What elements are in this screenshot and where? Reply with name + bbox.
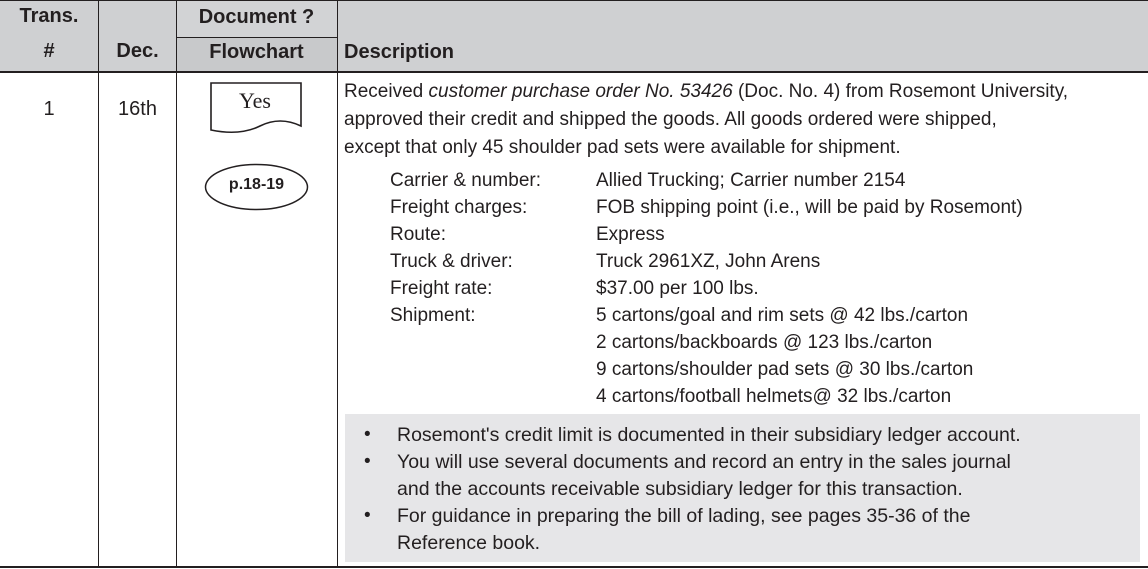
detail-value-shipment-4: 4 cartons/football helmets@ 32 lbs./carton [596,386,952,407]
col-divider-3 [337,0,338,568]
header-flowchart: Flowchart [209,41,304,63]
transaction-date: 16th [118,98,157,120]
description-line-2: approved their credit and shipped the goods. All goods ordered were shipped, [344,109,997,130]
note-3-line-2: Reference book. [397,532,541,554]
header-trans: Trans. [19,5,79,27]
detail-value-truck: Truck 2961XZ, John Arens [596,251,821,272]
header-dec: Dec. [116,40,159,62]
header-split-border [176,37,337,38]
note-1-line-1: Rosemont's credit limit is documented in their subsidiary ledger account. [397,424,1021,446]
bottom-border [0,566,1148,568]
detail-label-truck: Truck & driver: [390,251,513,272]
header-document: Document ? [198,6,315,28]
description-line-1: Received customer purchase order No. 53426 (Doc. No. 4) from Rosemont University, [344,81,1069,102]
note-2-line-1: You will use several documents and record an entry in the sales journal [397,451,1011,473]
detail-value-carrier: Allied Trucking; Carrier number 2154 [596,170,906,191]
transaction-number: 1 [43,98,55,120]
note-2-line-2: and the accounts receivable subsidiary ledger for this transaction. [397,478,963,500]
detail-value-shipment-3: 9 cartons/shoulder pad sets @ 30 lbs./carton [596,359,974,380]
detail-value-freight-charges: FOB shipping point (i.e., will be paid by Rosemont) [596,197,1023,218]
detail-label-route: Route: [390,224,446,245]
detail-label-shipment: Shipment: [390,305,476,326]
note-bullet-1: • [364,424,371,445]
header-trans-number: # [43,40,55,62]
note-bullet-3: • [364,505,371,526]
detail-value-shipment-2: 2 cartons/backboards @ 123 lbs./carton [596,332,933,353]
description-line-3: except that only 45 shoulder pad sets were available for shipment. [344,137,901,158]
header-description: Description [344,41,455,63]
document-answer: Yes [238,88,271,113]
col-divider-2 [176,0,177,568]
top-border [0,0,1148,1]
page-reference: p.18-19 [228,176,285,193]
detail-label-freight-charges: Freight charges: [390,197,528,218]
detail-value-shipment-1: 5 cartons/goal and rim sets @ 42 lbs./carton [596,305,969,326]
detail-label-freight-rate: Freight rate: [390,278,493,299]
detail-value-freight-rate: $37.00 per 100 lbs. [596,278,759,299]
detail-label-carrier: Carrier & number: [390,170,541,191]
detail-value-route: Express [596,224,665,245]
col-divider-1 [98,0,99,568]
note-bullet-2: • [364,451,371,472]
note-3-line-1: For guidance in preparing the bill of lading, see pages 35-36 of the [397,505,971,527]
header-bottom-border [0,71,1148,73]
